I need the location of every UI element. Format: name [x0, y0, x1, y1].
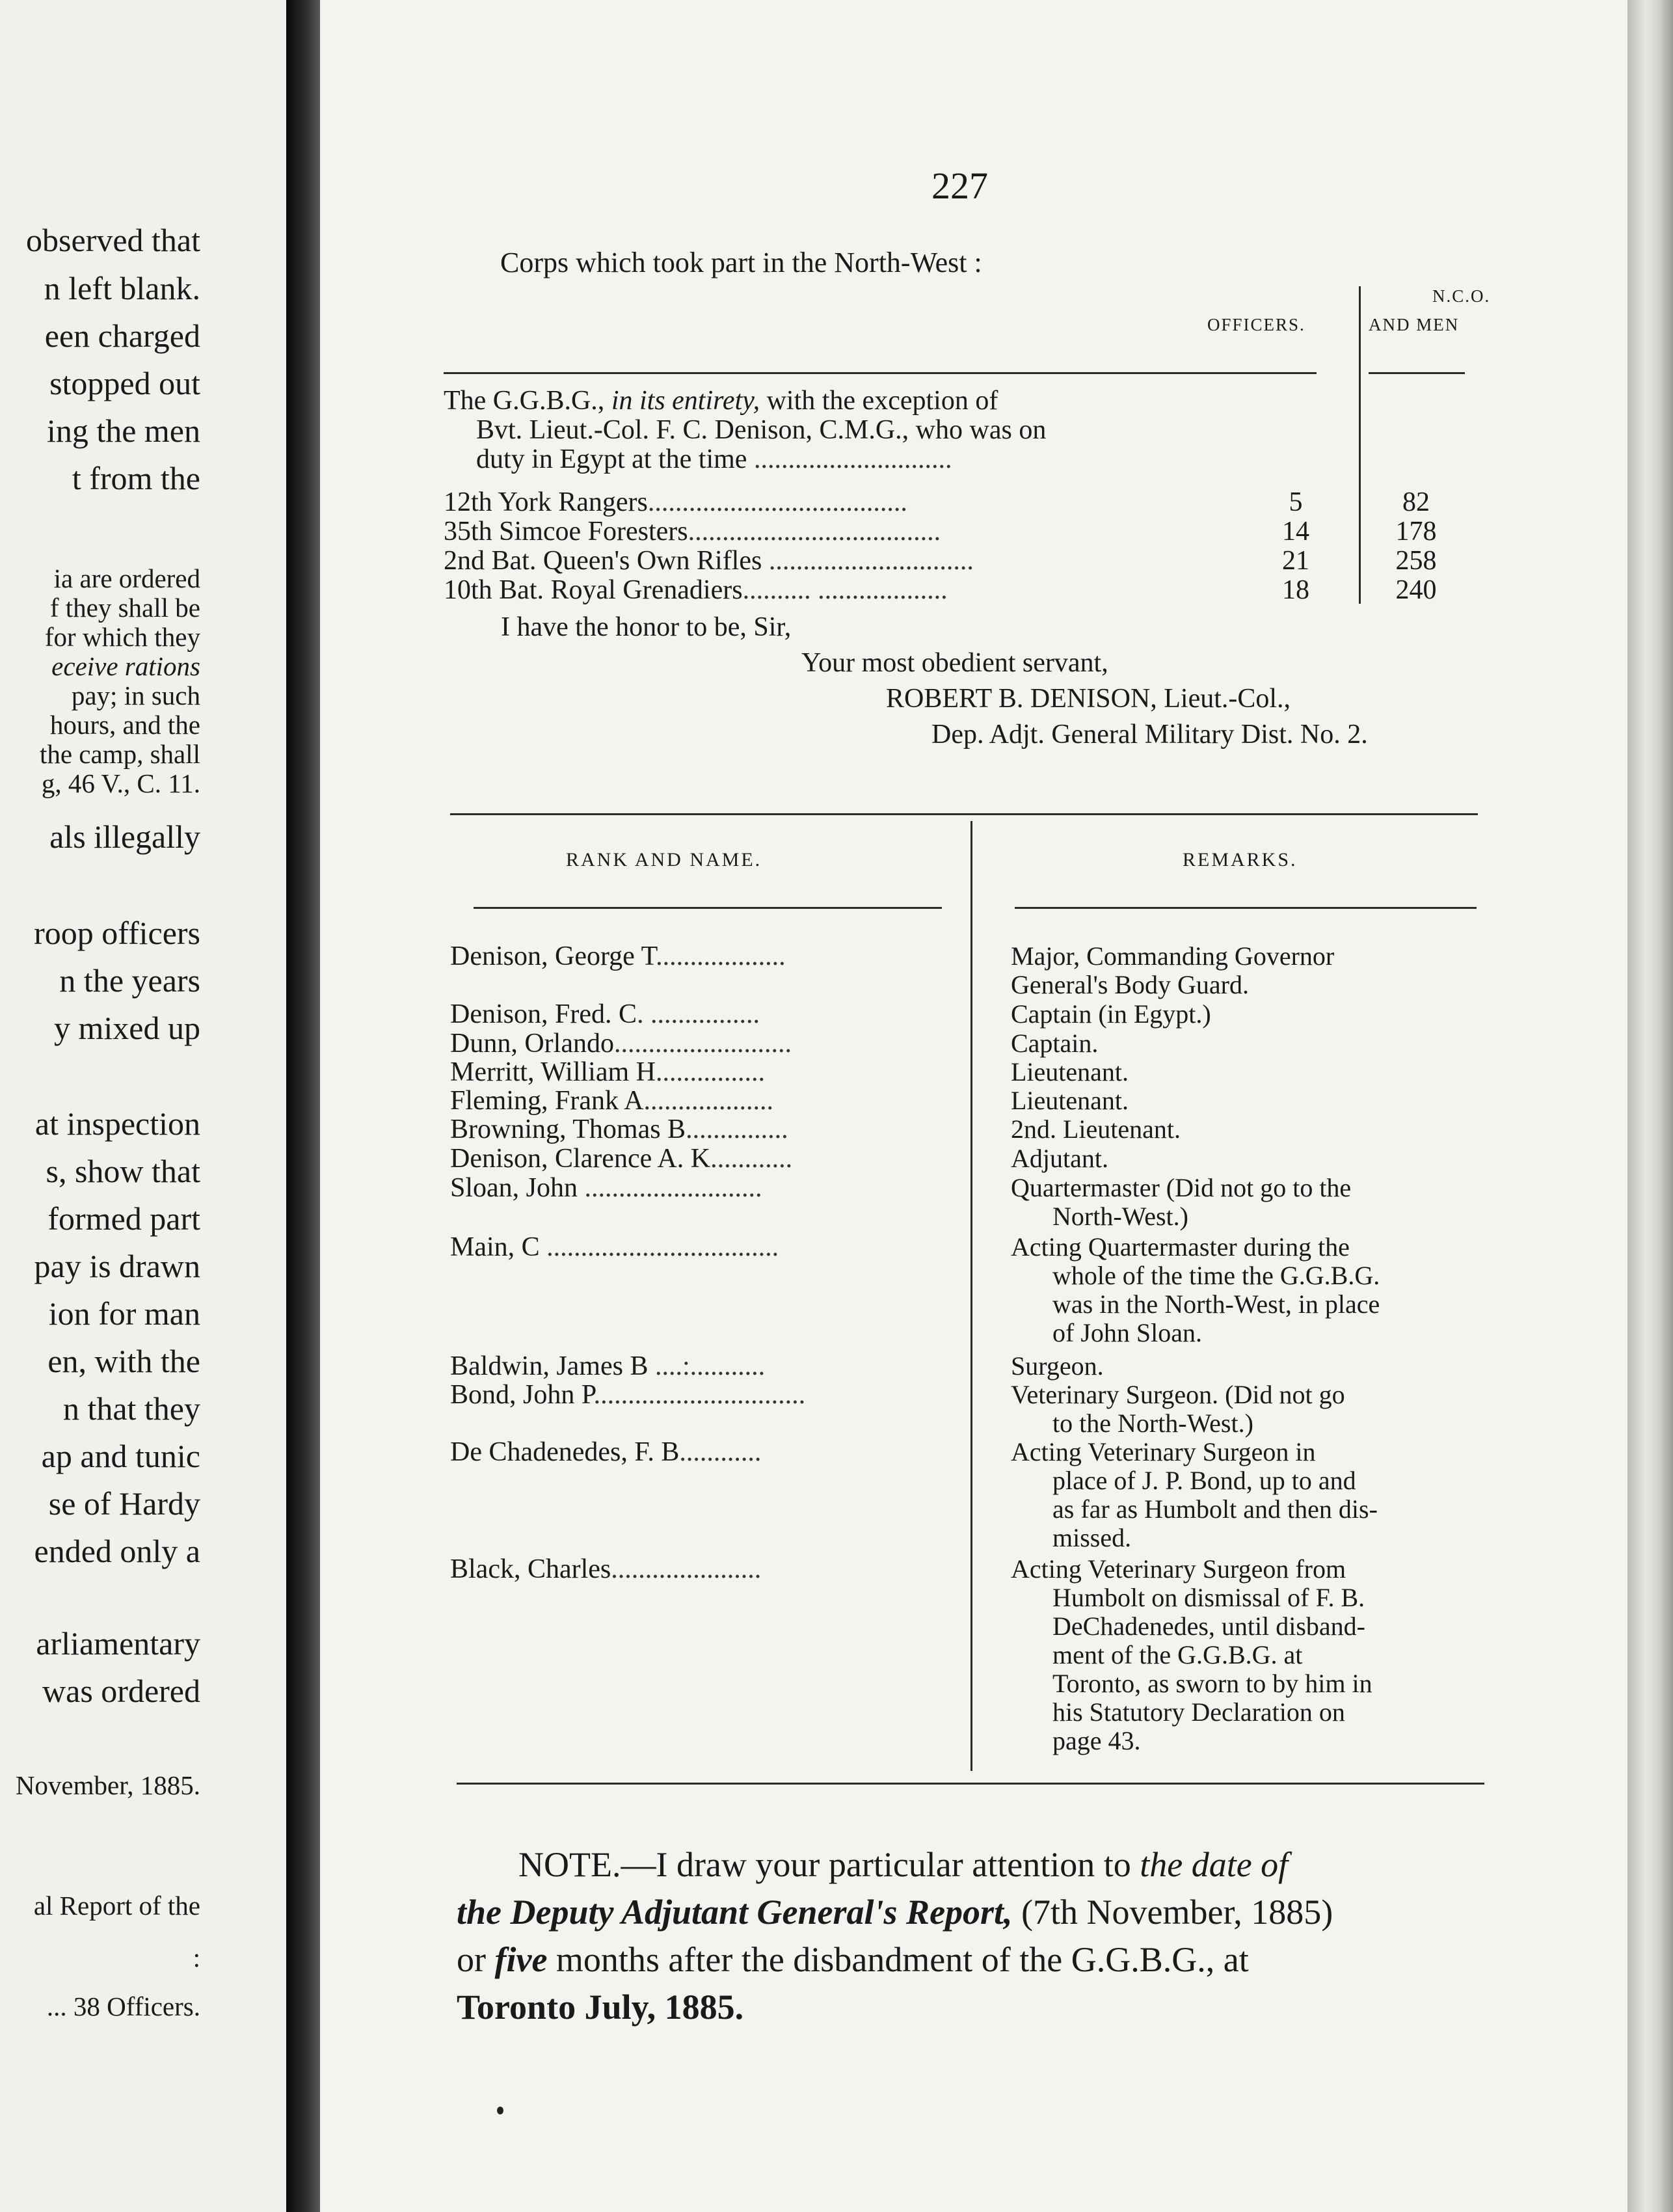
closing-honor: I have the honor to be, Sir, [501, 612, 792, 642]
rank-row-remark: Lieutenant. [1011, 1057, 1129, 1086]
facing-line: at inspection [34, 1105, 200, 1142]
rank-row-remark: page 43. [1052, 1726, 1141, 1755]
corps-entry-ggbg: The G.G.B.G., in its entirety, with the exception of [444, 386, 998, 416]
corps-row: 2nd Bat. Queen's Own Rifles .............................. [444, 546, 974, 576]
rank-row-name: Fleming, Frank A................... [450, 1086, 774, 1116]
rank-row-name: Denison, George T................... [450, 941, 786, 971]
rank-row-remark: DeChadenedes, until disband- [1052, 1612, 1365, 1641]
rank-row-remark: Surgeon. [1011, 1351, 1104, 1381]
rank-row-remark: Toronto, as sworn to by him in [1052, 1669, 1372, 1698]
corps-officers-count: 21 [1282, 546, 1309, 576]
rank-row-remark: of John Sloan. [1052, 1318, 1202, 1347]
rank-row-remark: Captain (in Egypt.) [1011, 999, 1211, 1029]
rank-row-name: Black, Charles...................... [450, 1554, 762, 1584]
page-number: 227 [931, 165, 988, 207]
corps-men-count: 240 [1395, 575, 1437, 605]
corps-men-count: 178 [1395, 517, 1437, 546]
remarks-header: REMARKS. [1183, 849, 1298, 870]
main-page [320, 0, 1627, 2212]
facing-line: stopped out [49, 365, 200, 401]
facing-line: formed part [47, 1200, 200, 1237]
rank-row-remark: whole of the time the G.G.B.G. [1052, 1261, 1380, 1290]
rank-row-name: Bond, John P............................... [450, 1380, 806, 1410]
facing-line: for which they [44, 622, 200, 652]
note-line: Toronto July, 1885. [457, 1988, 744, 2027]
rank-row-remark: Humbolt on dismissal of F. B. [1052, 1583, 1365, 1612]
signature-name: ROBERT B. DENISON, Lieut.-Col., [886, 684, 1291, 714]
rank-row-remark: place of J. P. Bond, up to and [1052, 1466, 1356, 1495]
rank-row-remark: Acting Quartermaster during the [1011, 1232, 1350, 1261]
facing-line: g, 46 V., C. 11. [41, 768, 200, 798]
facing-line: ap and tunic [41, 1438, 200, 1474]
corps-men-count: 258 [1395, 546, 1437, 576]
rank-table-bottom-rule [457, 1783, 1484, 1785]
rank-row-remark: North-West.) [1052, 1202, 1188, 1231]
rank-row-remark: Lieutenant. [1011, 1086, 1129, 1115]
facing-line: en, with the [47, 1343, 200, 1379]
rank-row-name: Sloan, John .......................... [450, 1173, 762, 1203]
rank-row-name: Merritt, William H................ [450, 1057, 765, 1087]
ink-speck [497, 2107, 503, 2114]
facing-line: November, 1885. [15, 1770, 200, 1800]
book-gutter [286, 0, 320, 2212]
rank-header-rule [474, 907, 942, 909]
facing-line: al Report of the [33, 1891, 200, 1921]
facing-line: ion for man [48, 1295, 200, 1332]
officers-header: OFFICERS. [1207, 315, 1305, 334]
facing-line: the camp, shall [39, 739, 200, 769]
corps-intro: Corps which took part in the North-West : [500, 247, 982, 278]
nco-header-line1: N.C.O. [1432, 286, 1491, 306]
rank-name-header: RANK AND NAME. [566, 849, 762, 870]
corps-column-divider [1359, 286, 1361, 604]
facing-line: s, show that [46, 1153, 200, 1189]
facing-line: ended only a [34, 1533, 200, 1569]
facing-line: pay; in such [71, 681, 200, 710]
facing-line: eceive rations [51, 651, 200, 681]
note-line: or five months after the disbandment of the G.G.B.G., at [457, 1940, 1249, 1979]
rank-row-remark: Acting Veterinary Surgeon from [1011, 1554, 1346, 1584]
rank-row-remark: Major, Commanding Governor [1011, 941, 1335, 971]
signature-position: Dep. Adjt. General Military Dist. No. 2. [931, 720, 1368, 749]
facing-line: observed that [26, 222, 200, 258]
rank-row-name: Main, C .................................. [450, 1232, 779, 1262]
rank-row-name: De Chadenedes, F. B............ [450, 1437, 762, 1467]
page-edge [1627, 0, 1673, 2212]
rank-row-remark: his Statutory Declaration on [1052, 1697, 1345, 1727]
corps-row: 12th York Rangers...................................... [444, 487, 907, 517]
rank-row-name: Dunn, Orlando.......................... [450, 1029, 792, 1059]
facing-line: n that they [62, 1390, 200, 1427]
corps-officers-count: 14 [1282, 517, 1309, 546]
rank-row-remark: ment of the G.G.B.G. at [1052, 1640, 1303, 1669]
rank-row-remark: Captain. [1011, 1029, 1099, 1058]
facing-page [0, 0, 286, 2212]
corps-header-rule-right [1369, 372, 1465, 374]
facing-line: als illegally [49, 818, 200, 855]
facing-line: : [193, 1943, 200, 1973]
rank-row-remark: Acting Veterinary Surgeon in [1011, 1437, 1316, 1466]
rank-row-remark: was in the North-West, in place [1052, 1289, 1380, 1319]
closing-servant: Your most obedient servant, [801, 648, 1108, 678]
facing-line: een charged [44, 317, 200, 354]
corps-officers-count: 18 [1282, 575, 1309, 605]
facing-line: t from the [72, 460, 200, 496]
facing-line: pay is drawn [34, 1248, 200, 1284]
rank-row-remark: to the North-West.) [1052, 1409, 1253, 1438]
corps-row: 35th Simcoe Foresters..................................... [444, 517, 941, 546]
corps-men-count: 82 [1402, 487, 1430, 517]
corps-entry-ggbg-line3: duty in Egypt at the time ............................. [476, 444, 952, 474]
facing-line: was ordered [42, 1673, 200, 1709]
rank-row-remark: 2nd. Lieutenant. [1011, 1114, 1181, 1144]
facing-line: ing the men [46, 412, 200, 449]
rank-row-name: Browning, Thomas B............... [450, 1114, 788, 1144]
rank-row-remark: General's Body Guard. [1011, 970, 1249, 999]
rank-row-remark: Veterinary Surgeon. (Did not go [1011, 1380, 1345, 1409]
facing-line: ... 38 Officers. [46, 1991, 200, 2021]
facing-line: arliamentary [36, 1625, 200, 1662]
facing-line: y mixed up [54, 1010, 200, 1046]
rank-row-remark: Quartermaster (Did not go to the [1011, 1173, 1352, 1202]
rank-row-remark: missed. [1052, 1523, 1132, 1552]
corps-header-rule [444, 372, 1317, 374]
nco-header-line2: AND MEN [1369, 315, 1460, 334]
corps-entry-ggbg-line2: Bvt. Lieut.-Col. F. C. Denison, C.M.G., who was on [476, 415, 1047, 445]
rank-row-name: Baldwin, James B ....:........... [450, 1351, 766, 1381]
facing-line: roop officers [34, 915, 200, 951]
rank-table-top-rule [450, 813, 1478, 815]
facing-line: hours, and the [49, 710, 200, 740]
rank-row-remark: Adjutant. [1011, 1144, 1108, 1173]
rank-row-remark: as far as Humbolt and then dis- [1052, 1494, 1378, 1524]
facing-line: se of Hardy [48, 1485, 200, 1522]
remarks-header-rule [1015, 907, 1477, 909]
facing-line: n left blank. [44, 270, 200, 306]
rank-row-name: Denison, Fred. C. ................ [450, 999, 760, 1029]
note-line: NOTE.—I draw your particular attention to the date of [518, 1845, 1289, 1884]
rank-table-divider [970, 821, 972, 1771]
facing-line: f they shall be [49, 593, 200, 623]
facing-line: n the years [59, 962, 200, 999]
corps-officers-count: 5 [1289, 487, 1303, 517]
rank-row-name: Denison, Clarence A. K............ [450, 1144, 793, 1174]
facing-line: ia are ordered [53, 563, 200, 593]
note-line: the Deputy Adjutant General's Report, (7th November, 1885) [457, 1893, 1333, 1932]
corps-row: 10th Bat. Royal Grenadiers.......... ................... [444, 575, 948, 605]
